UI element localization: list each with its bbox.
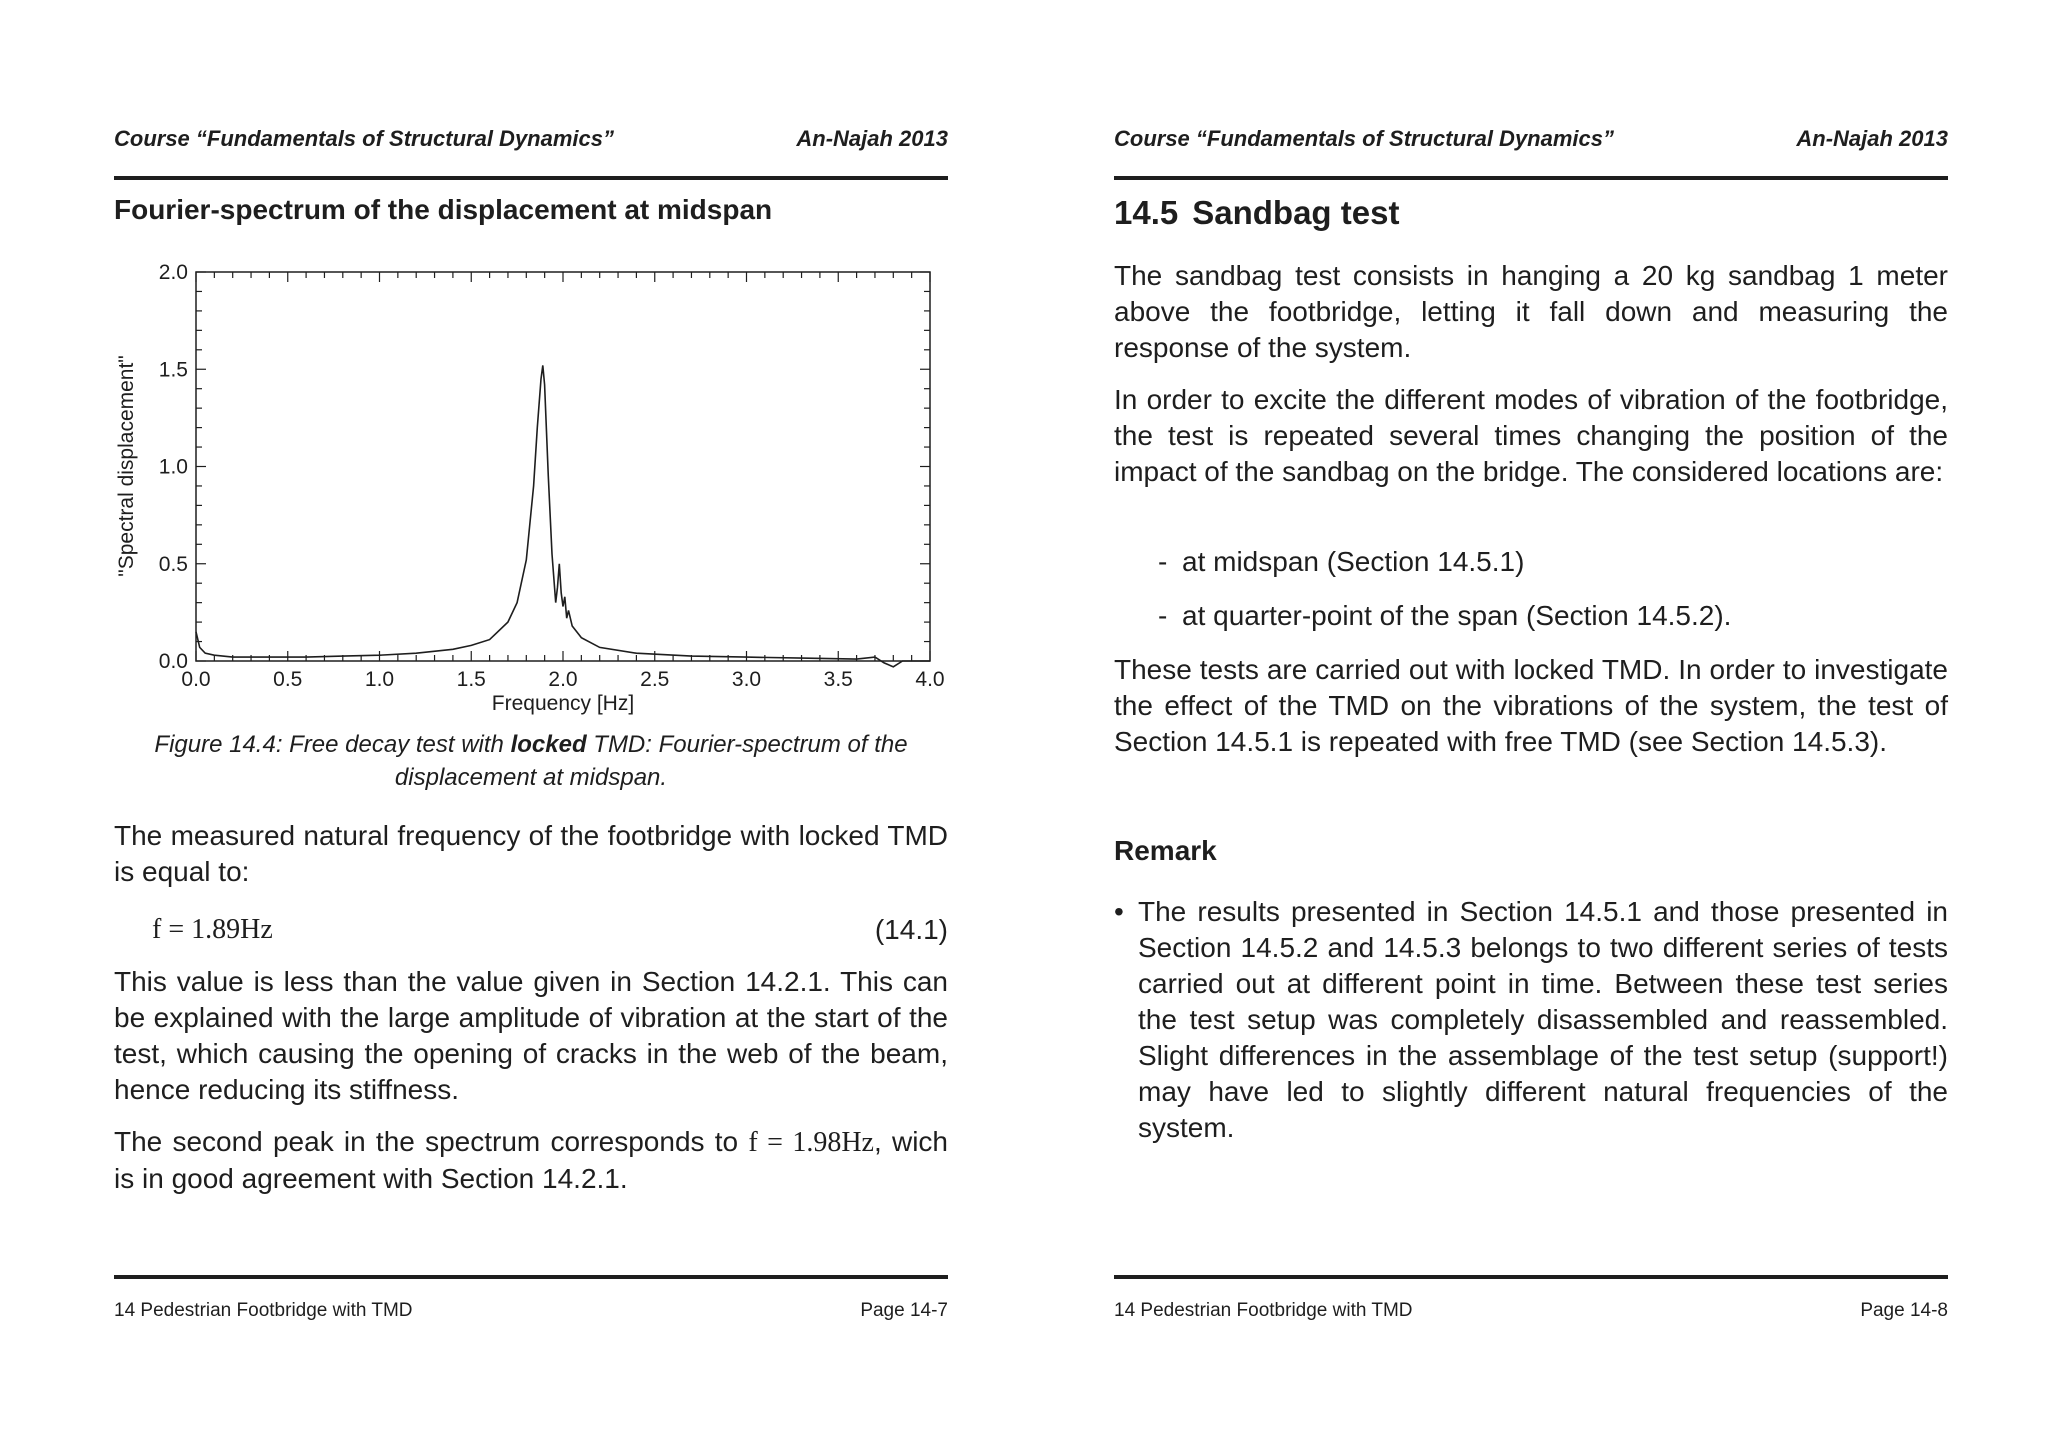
- section-title: Sandbag test: [1192, 194, 1400, 231]
- paragraph-text: , wich is in good agreement with Section 14.2.1.: [114, 1126, 948, 1194]
- page-number: Page 14-8: [1860, 1300, 1948, 1321]
- course-title: Course “Fundamentals of Structural Dynamics”: [114, 126, 614, 151]
- paragraph: In order to excite the different modes of vibration of the footbridge, the test is repeated several times changing the position of the impact of the sandbag on the bridge. The considered locations are:: [1114, 384, 1948, 487]
- y-tick-label: 0.0: [158, 650, 188, 673]
- equation-number: (14.1): [874, 914, 948, 945]
- list-item: [1158, 598, 1948, 634]
- caption-prefix: Figure 14.4: Free decay test with: [154, 731, 511, 758]
- remark-bullet: [1114, 894, 1948, 1146]
- x-axis-tick-labels: [181, 668, 944, 691]
- header-rule: [114, 176, 948, 180]
- footer-rule: [114, 1275, 948, 1279]
- list-item: [1158, 544, 1948, 580]
- paragraph: The measured natural frequency of the footbridge with locked TMD is equal to:: [114, 820, 948, 887]
- list-marker: -: [1158, 600, 1168, 631]
- paragraph: These tests are carried out with locked TMD. In order to investigate the effect of the TMD on the vibrations of the system, the test of Section 14.5.1 is repeated with free TMD (see Section 14.5.3).: [1114, 654, 1948, 757]
- y-tick-label: 1.5: [158, 358, 188, 382]
- figure-caption: [114, 728, 948, 794]
- figure-subheading: Fourier-spectrum of the displacement at midspan: [114, 194, 773, 225]
- y-tick-label: 2.0: [158, 261, 188, 284]
- x-tick-label: 2.0: [548, 668, 578, 691]
- x-tick-label: 3.5: [823, 668, 853, 691]
- right-page: [1114, 0, 1948, 1448]
- x-tick-label: 0.5: [273, 668, 303, 691]
- y-axis-tick-labels: [159, 261, 188, 673]
- x-tick-label: 0.0: [181, 668, 211, 691]
- x-tick-label: 3.0: [731, 668, 762, 691]
- caption-suffix: TMD: Fourier-spectrum of the displacement at midspan.: [394, 731, 908, 791]
- footer-rule: [1114, 1275, 1948, 1279]
- running-header: [114, 126, 948, 156]
- x-axis-label: Frequency [Hz]: [491, 692, 635, 715]
- y-tick-label: 0.5: [158, 552, 188, 576]
- equation: [114, 914, 948, 950]
- x-tick-label: 4.0: [915, 668, 945, 691]
- list-marker: -: [1158, 546, 1168, 577]
- footer-chapter: 14 Pedestrian Footbridge with TMD: [114, 1300, 413, 1321]
- list-item-text: at quarter-point of the span (Section 14.5.2).: [1182, 600, 1732, 631]
- remark-text: The results presented in Section 14.5.1 and those presented in Section 14.5.2 and 14.5.3 belongs to two different series of tests carried out at different point in time. Between these test series the test setup was completely disassembled and reassembled. Slight differences in the assemblage of the test setup (support!) may have led to slightly different natural frequencies of the system.: [1138, 896, 1948, 1143]
- x-tick-label: 1.5: [456, 668, 486, 691]
- spectrum-line: [196, 365, 930, 666]
- remark-heading: Remark: [1114, 835, 1217, 866]
- header-rule: [1114, 176, 1948, 180]
- caption-bold: locked: [510, 731, 587, 758]
- header-org: An-Najah 2013: [1796, 126, 1948, 151]
- bullet-marker: •: [1114, 896, 1124, 927]
- running-header: [1114, 126, 1948, 156]
- y-tick-label: 1.0: [158, 455, 188, 479]
- footer-chapter: 14 Pedestrian Footbridge with TMD: [1114, 1300, 1413, 1321]
- equation-math: f = 1.89Hz: [152, 914, 273, 945]
- x-tick-label: 2.5: [640, 668, 670, 691]
- paragraph: The sandbag test consists in hanging a 20 kg sandbag 1 meter above the footbridge, letting it fall down and measuring the response of the system.: [1114, 260, 1948, 363]
- header-org: An-Najah 2013: [796, 126, 948, 151]
- x-tick-label: 1.0: [364, 668, 395, 691]
- list-item-text: at midspan (Section 14.5.1): [1182, 546, 1525, 577]
- page-number: Page 14-7: [860, 1300, 948, 1321]
- course-title: Course “Fundamentals of Structural Dynamics”: [1114, 126, 1614, 151]
- y-axis-label: "Spectral displacement": [115, 355, 138, 577]
- spectrum-chart: [114, 258, 948, 718]
- section-heading: [1114, 194, 1399, 232]
- left-page: [114, 0, 948, 1448]
- inline-math: f = 1.98Hz: [748, 1127, 874, 1158]
- section-number: 14.5: [1114, 194, 1179, 231]
- paragraph-text: The second peak in the spectrum corresponds to: [114, 1126, 749, 1157]
- paragraph: This value is less than the value given in Section 14.2.1. This can be explained with the large amplitude of vibration at the start of the test, which causing the opening of cracks in the web of the beam, hence reducing its stiffness.: [114, 966, 948, 1105]
- paragraph: [114, 1124, 948, 1197]
